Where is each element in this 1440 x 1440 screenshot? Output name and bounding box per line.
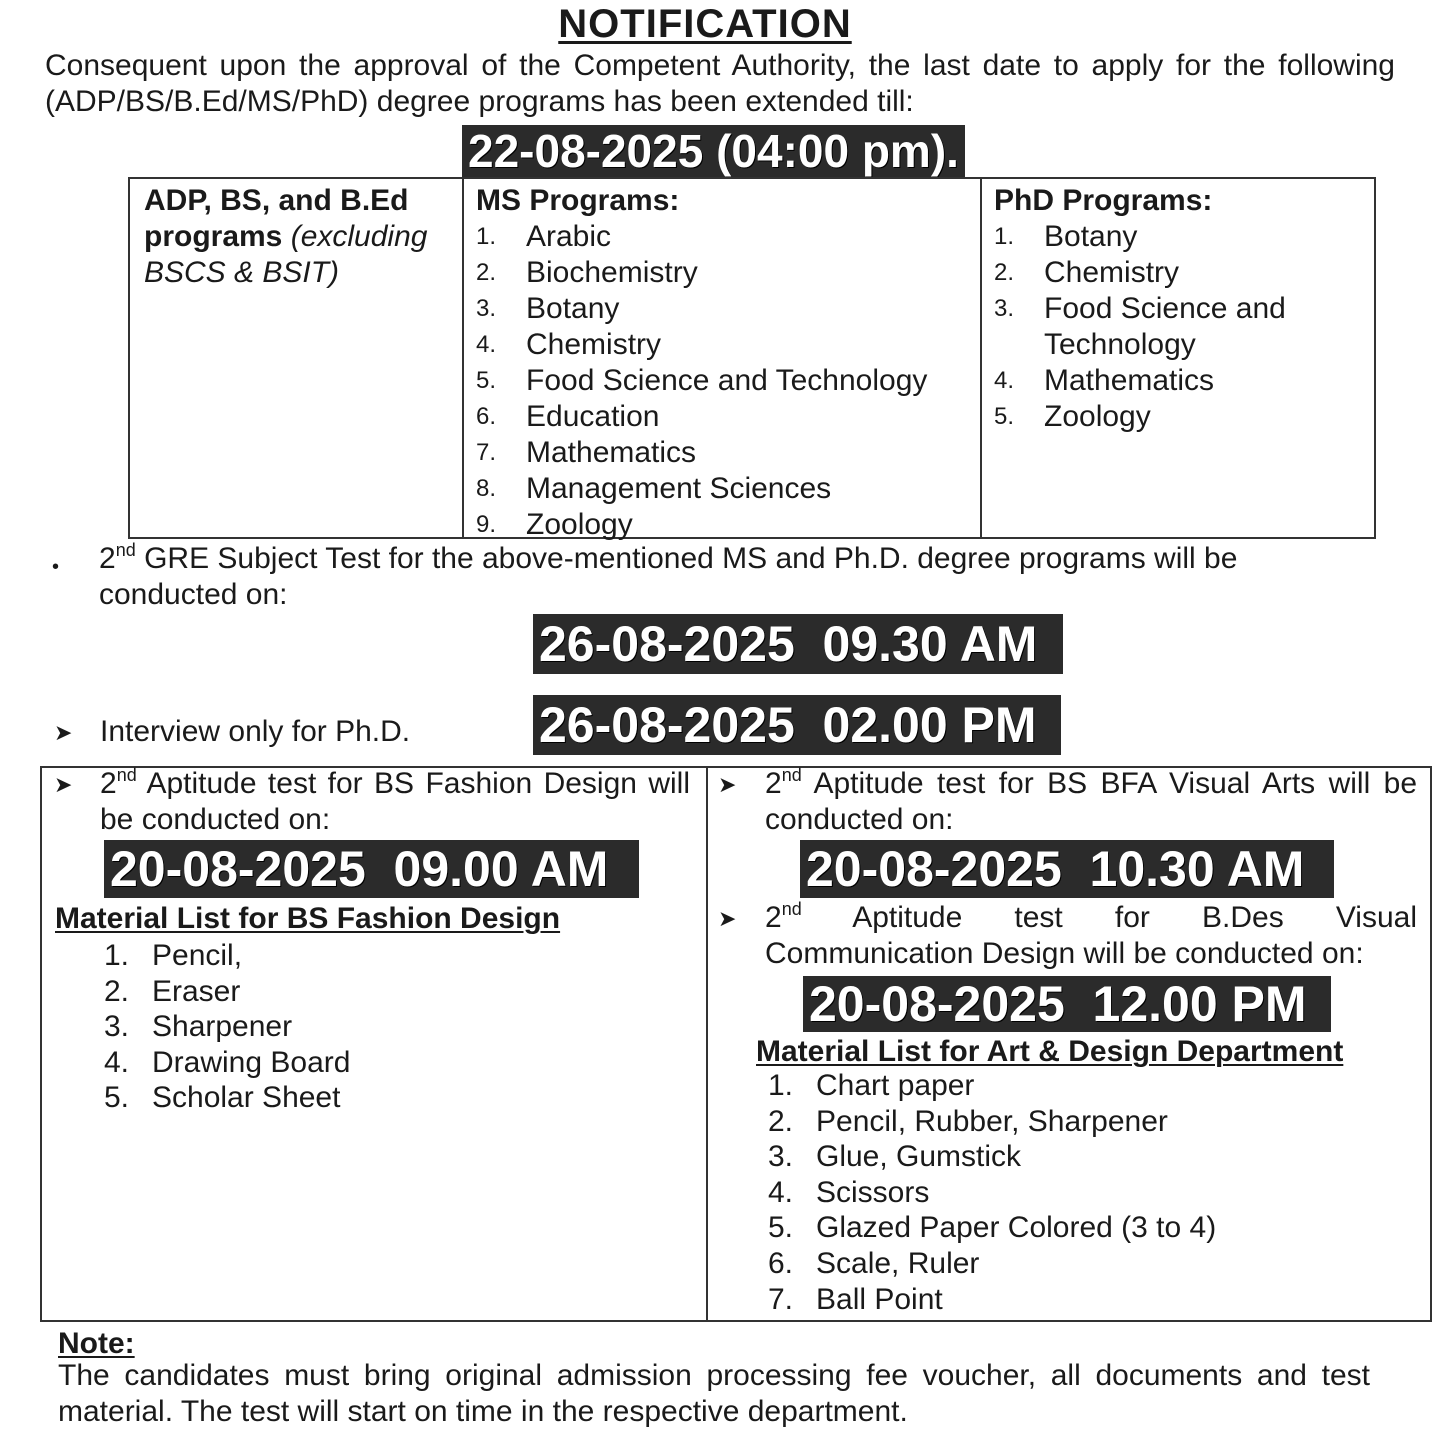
list-item xyxy=(994,399,1376,435)
item-label: Mathematics xyxy=(526,436,697,469)
item-label: Eraser xyxy=(152,974,241,1008)
deadline-date: 22-08-2025 (04:00 pm). xyxy=(462,125,965,177)
item-label: Chemistry xyxy=(1044,256,1180,289)
art-design-material-list xyxy=(768,1068,1216,1317)
programs-table xyxy=(128,177,1376,539)
item-number: 3. xyxy=(476,295,497,322)
item-number: 1. xyxy=(104,939,130,972)
bfa-test-notice xyxy=(765,766,1417,838)
item-label: Botany xyxy=(1044,220,1138,253)
item-number: 7. xyxy=(476,439,497,466)
item-label: Pencil, Rubber, Sharpener xyxy=(816,1104,1168,1138)
item-label: Education xyxy=(526,400,660,433)
interview-date: 26-08-2025 02.00 PM xyxy=(533,695,1061,755)
item-label: Zoology xyxy=(526,508,633,541)
item-label: Scissors xyxy=(816,1175,930,1209)
item-number: 1. xyxy=(994,223,1015,250)
arrow-bullet-icon: ➤ xyxy=(54,772,73,797)
ms-programs-list xyxy=(476,219,980,543)
bdes-test-notice xyxy=(765,900,1417,972)
list-item xyxy=(476,471,980,507)
fashion-material-heading: Material List for BS Fashion Design xyxy=(55,902,561,935)
item-number: 3. xyxy=(768,1140,794,1174)
item-label: Ball Point xyxy=(816,1282,943,1316)
title-text: NOTIFICATION xyxy=(558,2,852,46)
item-number: 5. xyxy=(104,1081,130,1115)
fashion-ordinal-suffix: nd xyxy=(116,765,137,785)
item-label: Chemistry xyxy=(526,328,662,361)
item-label: Zoology xyxy=(1044,400,1151,433)
undergrad-programs-label: ADP, BS, and B.Ed programs xyxy=(144,184,409,253)
list-item xyxy=(476,327,980,363)
item-number: 3. xyxy=(994,295,1015,322)
bfa-ordinal: 2 xyxy=(765,767,782,800)
list-item xyxy=(476,255,980,291)
item-number: 9. xyxy=(476,511,497,538)
list-item xyxy=(476,435,980,471)
item-number: 6. xyxy=(768,1246,794,1280)
item-label: Arabic xyxy=(526,220,612,253)
item-label: Biochemistry xyxy=(526,256,698,289)
list-item xyxy=(768,1282,1216,1318)
undergrad-programs-column xyxy=(130,179,464,537)
item-label: Pencil, xyxy=(152,939,243,972)
bdes-test-date: 20-08-2025 12.00 PM xyxy=(803,976,1331,1032)
bfa-test-date: 20-08-2025 10.30 AM xyxy=(800,840,1334,898)
item-number: 4. xyxy=(476,331,497,358)
bdes-text-line2: Communication Design will be conducted on: xyxy=(765,937,1364,970)
item-number: 5. xyxy=(476,367,497,394)
item-number: 5. xyxy=(768,1211,794,1245)
bfa-text: Aptitude test for BS BFA Visual Arts will be conducted on: xyxy=(765,767,1417,836)
note-text: The candidates must bring original admission processing fee voucher, all documents and test material. The test will start on time in the respective department. xyxy=(58,1359,1370,1428)
gre-ordinal: 2 xyxy=(99,542,116,575)
page-title xyxy=(0,2,1410,47)
item-label: Sharpener xyxy=(152,1010,293,1044)
phd-programs-list xyxy=(994,219,1376,435)
item-number: 1. xyxy=(768,1069,794,1102)
list-item xyxy=(476,219,980,255)
phd-programs-column xyxy=(982,179,1376,537)
bdes-line-1 xyxy=(765,900,1417,936)
ms-programs-column xyxy=(464,179,982,541)
intro-paragraph: Consequent upon the approval of the Competent Authority, the last date to apply for the following (ADP/BS/B.Ed/MS/PhD) degree programs has been extended till: xyxy=(45,49,1395,118)
arrow-bullet-icon: ➤ xyxy=(718,772,737,797)
item-label: Drawing Board xyxy=(152,1045,351,1079)
list-item xyxy=(476,363,980,399)
list-item xyxy=(104,1045,350,1081)
item-number: 4. xyxy=(104,1045,130,1079)
list-item xyxy=(768,1104,1216,1140)
list-item xyxy=(104,938,350,974)
item-number: 3. xyxy=(104,1010,130,1044)
bdes-ordinal: 2 xyxy=(765,901,782,934)
phd-programs-heading: PhD Programs: xyxy=(994,184,1213,217)
fashion-ordinal: 2 xyxy=(100,767,117,800)
item-number: 2. xyxy=(476,259,497,286)
item-number: 8. xyxy=(476,475,497,502)
item-number: 1. xyxy=(476,223,497,250)
dot-bullet-icon: • xyxy=(52,556,60,578)
item-label: Food Science and Technology xyxy=(526,364,928,397)
item-number: 2. xyxy=(994,259,1015,286)
list-item xyxy=(768,1139,1216,1175)
item-label: Botany xyxy=(526,292,620,325)
list-item xyxy=(994,363,1376,399)
item-label: Management Sciences xyxy=(526,472,832,505)
list-item xyxy=(994,291,1376,363)
item-number: 2. xyxy=(768,1104,794,1138)
list-item xyxy=(768,1175,1216,1211)
item-label: Scholar Sheet xyxy=(152,1081,341,1115)
undergrad-exclusion-note: (excluding BSCS & BSIT) xyxy=(144,220,428,289)
item-number: 2. xyxy=(104,974,130,1008)
list-item xyxy=(104,1080,350,1116)
item-label: Glazed Paper Colored (3 to 4) xyxy=(816,1211,1217,1245)
item-number: 4. xyxy=(994,367,1015,394)
bdes-ordinal-suffix: nd xyxy=(781,899,802,919)
fashion-material-list xyxy=(104,938,350,1116)
item-number: 5. xyxy=(994,403,1015,430)
item-label: Food Science and Technology xyxy=(1044,292,1286,361)
list-item xyxy=(768,1246,1216,1282)
gre-ordinal-suffix: nd xyxy=(115,540,136,560)
list-item xyxy=(476,291,980,327)
fashion-text: Aptitude test for BS Fashion Design will be conducted on: xyxy=(100,767,690,836)
item-label: Mathematics xyxy=(1044,364,1215,397)
art-design-material-heading: Material List for Art & Design Department xyxy=(756,1035,1344,1068)
undergrad-programs-heading xyxy=(144,183,444,291)
list-item xyxy=(476,399,980,435)
list-item xyxy=(768,1068,1216,1104)
column-divider xyxy=(706,768,708,1320)
gre-text: GRE Subject Test for the above-mentioned MS and Ph.D. degree programs will be conducted on: xyxy=(99,542,1238,611)
list-item xyxy=(104,974,350,1010)
gre-test-date: 26-08-2025 09.30 AM xyxy=(533,614,1063,674)
interview-notice: Interview only for Ph.D. xyxy=(100,715,411,748)
list-item xyxy=(994,255,1376,291)
note-heading: Note: xyxy=(58,1327,135,1360)
list-item xyxy=(768,1210,1216,1246)
fashion-test-notice xyxy=(100,766,690,838)
ms-programs-heading: MS Programs: xyxy=(476,184,680,217)
item-number: 7. xyxy=(768,1282,794,1316)
arrow-bullet-icon: ➤ xyxy=(54,720,73,745)
bdes-text-line1: Aptitude test for B.Des Visual xyxy=(852,901,1417,934)
item-number: 4. xyxy=(768,1175,794,1209)
item-number: 6. xyxy=(476,403,497,430)
item-label: Chart paper xyxy=(816,1069,975,1102)
item-label: Glue, Gumstick xyxy=(816,1140,1022,1174)
item-label: Scale, Ruler xyxy=(816,1246,980,1280)
fashion-test-date: 20-08-2025 09.00 AM xyxy=(104,840,639,898)
gre-test-notice xyxy=(99,541,1329,613)
arrow-bullet-icon: ➤ xyxy=(718,906,737,931)
list-item xyxy=(994,219,1376,255)
bfa-ordinal-suffix: nd xyxy=(781,765,802,785)
list-item xyxy=(476,507,980,543)
list-item xyxy=(104,1009,350,1045)
